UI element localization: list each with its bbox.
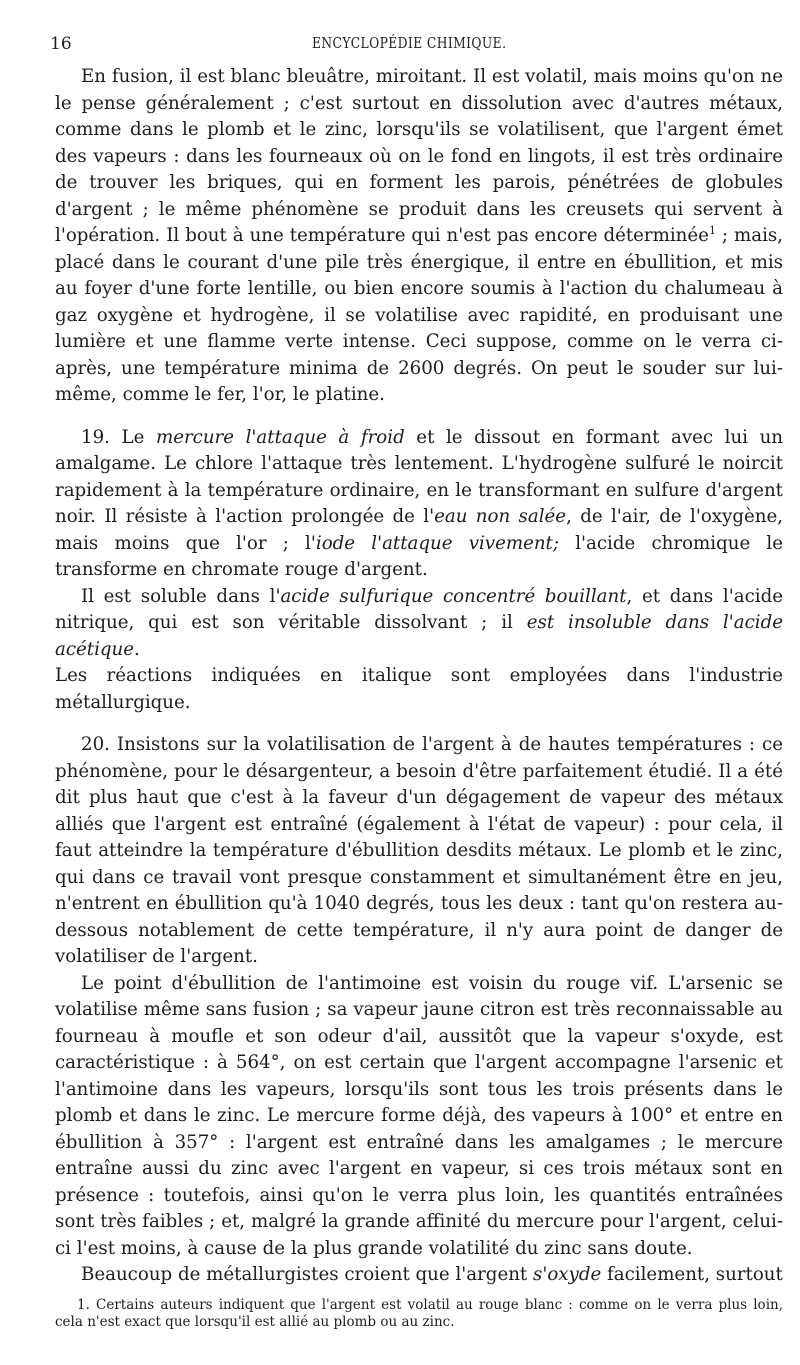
paragraph-text: facilement, surtout <box>601 1264 783 1285</box>
paragraph-text: et le dissout en formant avec lui un amalgame. Le chlore l'attaque très lentement. L'hydrogène sulfuré le noircit rapidement à la température ordinaire, en le transformant en sulfure d'argent noir. Il résiste à l'action prolongée de l' <box>55 426 784 527</box>
page-header <box>50 30 770 60</box>
italic-phrase: mercure l'attaque à froid <box>155 426 405 448</box>
paragraph-text: Beaucoup de métallurgistes croient que l'argent <box>81 1264 534 1285</box>
footnotes <box>55 1297 783 1331</box>
body-text <box>55 64 783 1289</box>
paragraph-19 <box>55 425 783 584</box>
running-title: ENCYCLOPÉDIE CHIMIQUE. <box>312 34 507 52</box>
paragraph-fusion <box>55 64 783 409</box>
paragraph-text: En fusion, il est blanc bleuâtre, miroitant. Il est volatil, mais moins qu'on ne le pense généralement ; c'est surtout en dissolution avec d'autres métaux, comme dans le plomb et le zinc, lorsqu'ils se volatilisent, que l'argent émet des vapeurs : dans les fourneaux où on le fond en lingots, il est très ordinaire de trouver les briques, qui en forment les parois, pénétrées de globules d'argent ; le même phénomène se produit dans les creusets qui servent à l'opération. Il bout à une température qui n'est pas encore déterminée <box>55 66 783 246</box>
paragraph-italic-note: Les réactions indiquées en italique sont employées dans l'industrie métallurgique. <box>55 665 783 713</box>
paragraph-text: l'acide chromique le transforme en chromate rouge d'argent. <box>55 532 784 580</box>
paragraph-text: , de l'air, de l'oxygène, mais moins que l'or ; l' <box>55 506 784 554</box>
paragraph-text: Il est soluble dans l' <box>81 585 281 607</box>
italic-phrase: est insoluble dans l'acide acétique <box>55 612 784 660</box>
italic-phrase: acide sulfurique concentré bouillant <box>280 585 627 607</box>
paragraph-text: . <box>134 638 140 660</box>
paragraph-solubility <box>55 584 783 664</box>
paragraph-text: 19. Le <box>81 426 156 448</box>
footnote-reference: 1 <box>708 223 716 237</box>
paragraph-text: ; mais, placé dans le courant d'une pile très énergique, il entre en ébullition, et mis au foyer d'une forte lentille, ou bien encore soumis à l'action du chalumeau à gaz oxygène et hydrogène, il se volatilise avec rapidité, en produisant une lumière et une flamme verte intense. Ceci suppose, comme on le verra ci-après, une température minima de 2600 degrés. On peut le souder sur lui-même, comme le fer, l'or, le platine. <box>55 225 784 405</box>
paragraph-oxidation <box>55 1262 783 1289</box>
paragraph-antimony: Le point d'ébullition de l'antimoine est voisin du rouge vif. L'arsenic se volatilise même sans fusion ; sa vapeur jaune citron est très reconnaissable au fourneau à moufle et son odeur d'ail, aussitôt que la vapeur s'oxyde, est caractéristique : à 564°, on est certain que l'argent accompagne l'arsenic et l'antimoine dans les vapeurs, lorsqu'ils sont tous les trois présents dans le plomb et dans le zinc. Le mercure forme déjà, des vapeurs à 100° et entre en ébullition à 357° : l'argent est entraîné dans les amalgames ; le mercure entraîne aussi du zinc avec l'argent en vapeur, si ces trois métaux sont en présence : toutefois, ainsi qu'on le verra plus loin, les quantités entraînées sont très faibles ; et, malgré la grande affinité du mercure pour l'argent, celui-ci l'est moins, à cause de la plus grande volatilité du zinc sans doute. <box>55 972 783 1259</box>
footnote-1: 1. Certains auteurs indiquent que l'argent est volatil au rouge blanc : comme on le verra plus loin, cela n'est exact que lorsqu'il est allié au plomb ou au zinc. <box>55 1297 783 1330</box>
italic-phrase: eau non salée <box>434 506 567 527</box>
paragraph-text: , et dans l'acide nitrique, qui est son véritable dissolvant ; il <box>55 585 783 633</box>
italic-phrase: iode l'attaque vivement; <box>315 532 559 554</box>
page-number: 16 <box>50 34 72 54</box>
italic-phrase: s'oxyde <box>533 1264 602 1285</box>
paragraph-20: 20. Insistons sur la volatilisation de l'argent à de hautes températures : ce phénomène, pour le désargenteur, a besoin d'être parfaitement étudié. Il a été dit plus haut que c'est à la faveur d'un dégagement de vapeur des métaux alliés que l'argent est entraîné (également à l'état de vapeur) : pour cela, il faut atteindre la température d'ébullition desdits métaux. Le plomb et le zinc, qui dans ce travail vont presque constamment et simultanément être en jeu, n'entrent en ébullition qu'à 1040 degrés, tous les deux : tant qu'on restera au-dessous notablement de cette température, il n'y aura point de danger de volatiliser de l'argent. <box>55 734 783 967</box>
